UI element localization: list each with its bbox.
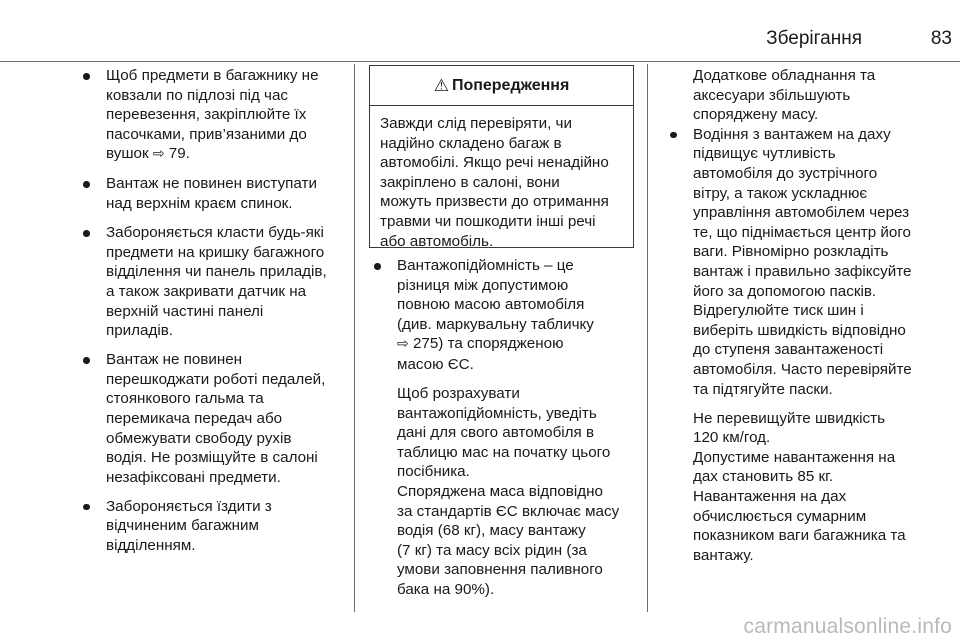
bullet-item [82, 497, 352, 556]
text-line: його за допомогою пасків. [693, 282, 877, 300]
bullet-dot-icon [83, 357, 90, 364]
bullet-dot-icon [83, 73, 90, 80]
column-divider-right [647, 64, 648, 612]
text-line: відділенням. [106, 537, 196, 555]
text-line: перевезення, закріплюйте їх [106, 106, 307, 124]
bullet-dot-icon [374, 263, 381, 270]
warning-line: можуть призвести до отримання [380, 193, 609, 211]
text-line: Додаткове обладнання та [693, 67, 876, 84]
text-line: відчиненим багажним [106, 517, 259, 535]
text-line: вантажу. [693, 546, 754, 564]
page-reference-arrow-icon: ⇨ [397, 336, 409, 353]
bullet-text [106, 175, 317, 212]
warning-line: надійно складено багаж в [380, 134, 562, 152]
text-line: перемикача передач або [106, 410, 283, 427]
paragraph [373, 384, 641, 482]
warning-triangle-icon: ⚠ [433, 75, 449, 95]
column-divider-left [354, 64, 355, 612]
text-line: Вантаж не повинен виступати [106, 175, 317, 193]
text-line: умови заповнення паливного [397, 561, 603, 579]
warning-line: закріплено в салоні, вони [380, 173, 560, 191]
bullet-text [106, 67, 319, 162]
page-reference-number: 79. [164, 145, 190, 163]
text-line: а також закривати датчик на [106, 282, 307, 300]
bullet-dot-icon [83, 230, 90, 237]
text-line: ваги. Рівномірно розкладіть [693, 243, 889, 261]
text-line: показником ваги багажника та [693, 527, 906, 545]
text-line: верхній частині панелі [106, 302, 264, 320]
warning-text [370, 106, 633, 251]
text-line: вушок [106, 145, 153, 163]
text-line: обчислюється сумарним [693, 507, 867, 525]
text-line: Допустиме навантаження на [693, 448, 896, 466]
bullet-item [669, 125, 959, 399]
text-line: таблицю мас на початку цього [397, 443, 611, 461]
column-2 [373, 256, 641, 600]
page-reference-number: 275) та спорядженою [408, 335, 564, 353]
text-line: аксесуари збільшують [693, 86, 851, 104]
text-line: посібника. [397, 463, 470, 481]
text-line: Щоб розрахувати [397, 385, 520, 403]
text-line: ковзали по підлозі під час [106, 86, 288, 104]
text-line: над верхнім краєм спинок. [106, 195, 293, 213]
text-line: вантаж і правильно зафіксуйте [693, 262, 912, 280]
bullet-item [82, 174, 352, 213]
text-line: (7 кг) та масу всіх рідин (за [397, 541, 587, 559]
warning-line: Завжди слід перевіряти, чи [380, 115, 572, 132]
warning-box [369, 65, 634, 248]
text-line: предмети на кришку багажного [106, 243, 325, 261]
text-line: Відрегулюйте тиск шин і [693, 302, 864, 320]
header-divider [0, 61, 960, 62]
paragraph [373, 482, 641, 600]
warning-header [370, 66, 633, 106]
text-line: Вантаж не повинен [106, 351, 243, 369]
bullet-dot-icon [83, 504, 90, 511]
text-line: різниця між допустимою [397, 276, 569, 294]
bullet-item [82, 350, 352, 487]
page-header [0, 0, 960, 62]
text-line: пасочками, прив’язаними до [106, 125, 307, 143]
column-1 [82, 66, 352, 565]
text-line: обмежувати свободу рухів [106, 429, 292, 447]
section-title: Зберігання [766, 28, 862, 49]
watermark: carmanualsonline.info [743, 615, 952, 638]
text-line: те, що піднімається центр його [693, 223, 911, 241]
text-line: управління автомобілем через [693, 204, 910, 222]
text-line: Щоб предмети в багажнику не [106, 67, 319, 84]
text-line: дані для свого автомобіля в [397, 424, 595, 442]
text-line: (див. маркувальну табличку [397, 315, 594, 333]
text-line: вітру, а також ускладнює [693, 184, 868, 202]
column-3 [669, 66, 959, 565]
text-line: водія (68 кг), масу вантажу [397, 522, 586, 540]
text-line: Навантаження на дах [693, 487, 847, 505]
text-line: Вантажопідйомність – це [397, 257, 574, 274]
text-line: та підтягуйте паски. [693, 380, 833, 398]
text-line: повною масою автомобіля [397, 296, 585, 314]
bullet-text [397, 257, 594, 373]
text-line: стоянкового гальма та [106, 390, 264, 408]
text-line: масою ЄС. [397, 355, 474, 373]
text-line: вантажопідйомність, уведіть [397, 404, 597, 422]
text-line: Споряджена маса відповідно [397, 483, 603, 501]
bullet-item [82, 66, 352, 165]
text-line: приладів. [106, 322, 173, 340]
text-line: Забороняється класти будь-які [106, 224, 324, 242]
bullet-item [373, 256, 641, 375]
text-line: виберіть швидкість відповідно [693, 321, 906, 339]
text-line: відділення чи панель приладів, [106, 263, 327, 281]
text-line: водія. Не розміщуйте в салоні [106, 449, 318, 467]
bullet-text [106, 224, 327, 339]
warning-title: Попередження [451, 76, 570, 94]
text-line: 120 км/год. [693, 429, 771, 447]
paragraph [669, 448, 959, 566]
text-line: Водіння з вантажем на даху [693, 125, 891, 143]
text-line: автомобіля. Часто перевіряйте [693, 360, 912, 378]
bullet-dot-icon [83, 181, 90, 188]
text-line: споряджену масу. [693, 106, 819, 124]
bullet-dot-icon [670, 132, 677, 139]
text-line: Не перевищуйте швидкість [693, 409, 886, 427]
text-line: Забороняється їздити з [106, 497, 272, 515]
page-number: 83 [930, 28, 952, 49]
text-line: до ступеня завантаженості [693, 341, 884, 359]
bullet-text [693, 126, 912, 398]
text-line: дах становить 85 кг. [693, 468, 834, 486]
text-line: бака на 90%). [397, 581, 495, 598]
text-line: підвищує чутливість [693, 145, 836, 163]
page-reference-arrow-icon: ⇨ [152, 146, 165, 163]
bullet-text [106, 498, 272, 554]
warning-line: травми чи пошкодити інші речі [380, 212, 596, 230]
paragraph [669, 409, 959, 448]
text-line: перешкоджати роботі педалей, [106, 370, 326, 388]
paragraph [669, 66, 959, 125]
bullet-item [82, 223, 352, 341]
text-line: автомобіля до зустрічного [693, 164, 878, 182]
warning-line: або автомобіль. [380, 232, 494, 250]
text-line: за стандартів ЄС включає масу [397, 502, 620, 520]
bullet-text [106, 351, 325, 486]
text-line: незафіксовані предмети. [106, 468, 281, 486]
warning-line: автомобілі. Якщо речі ненадійно [380, 154, 609, 172]
